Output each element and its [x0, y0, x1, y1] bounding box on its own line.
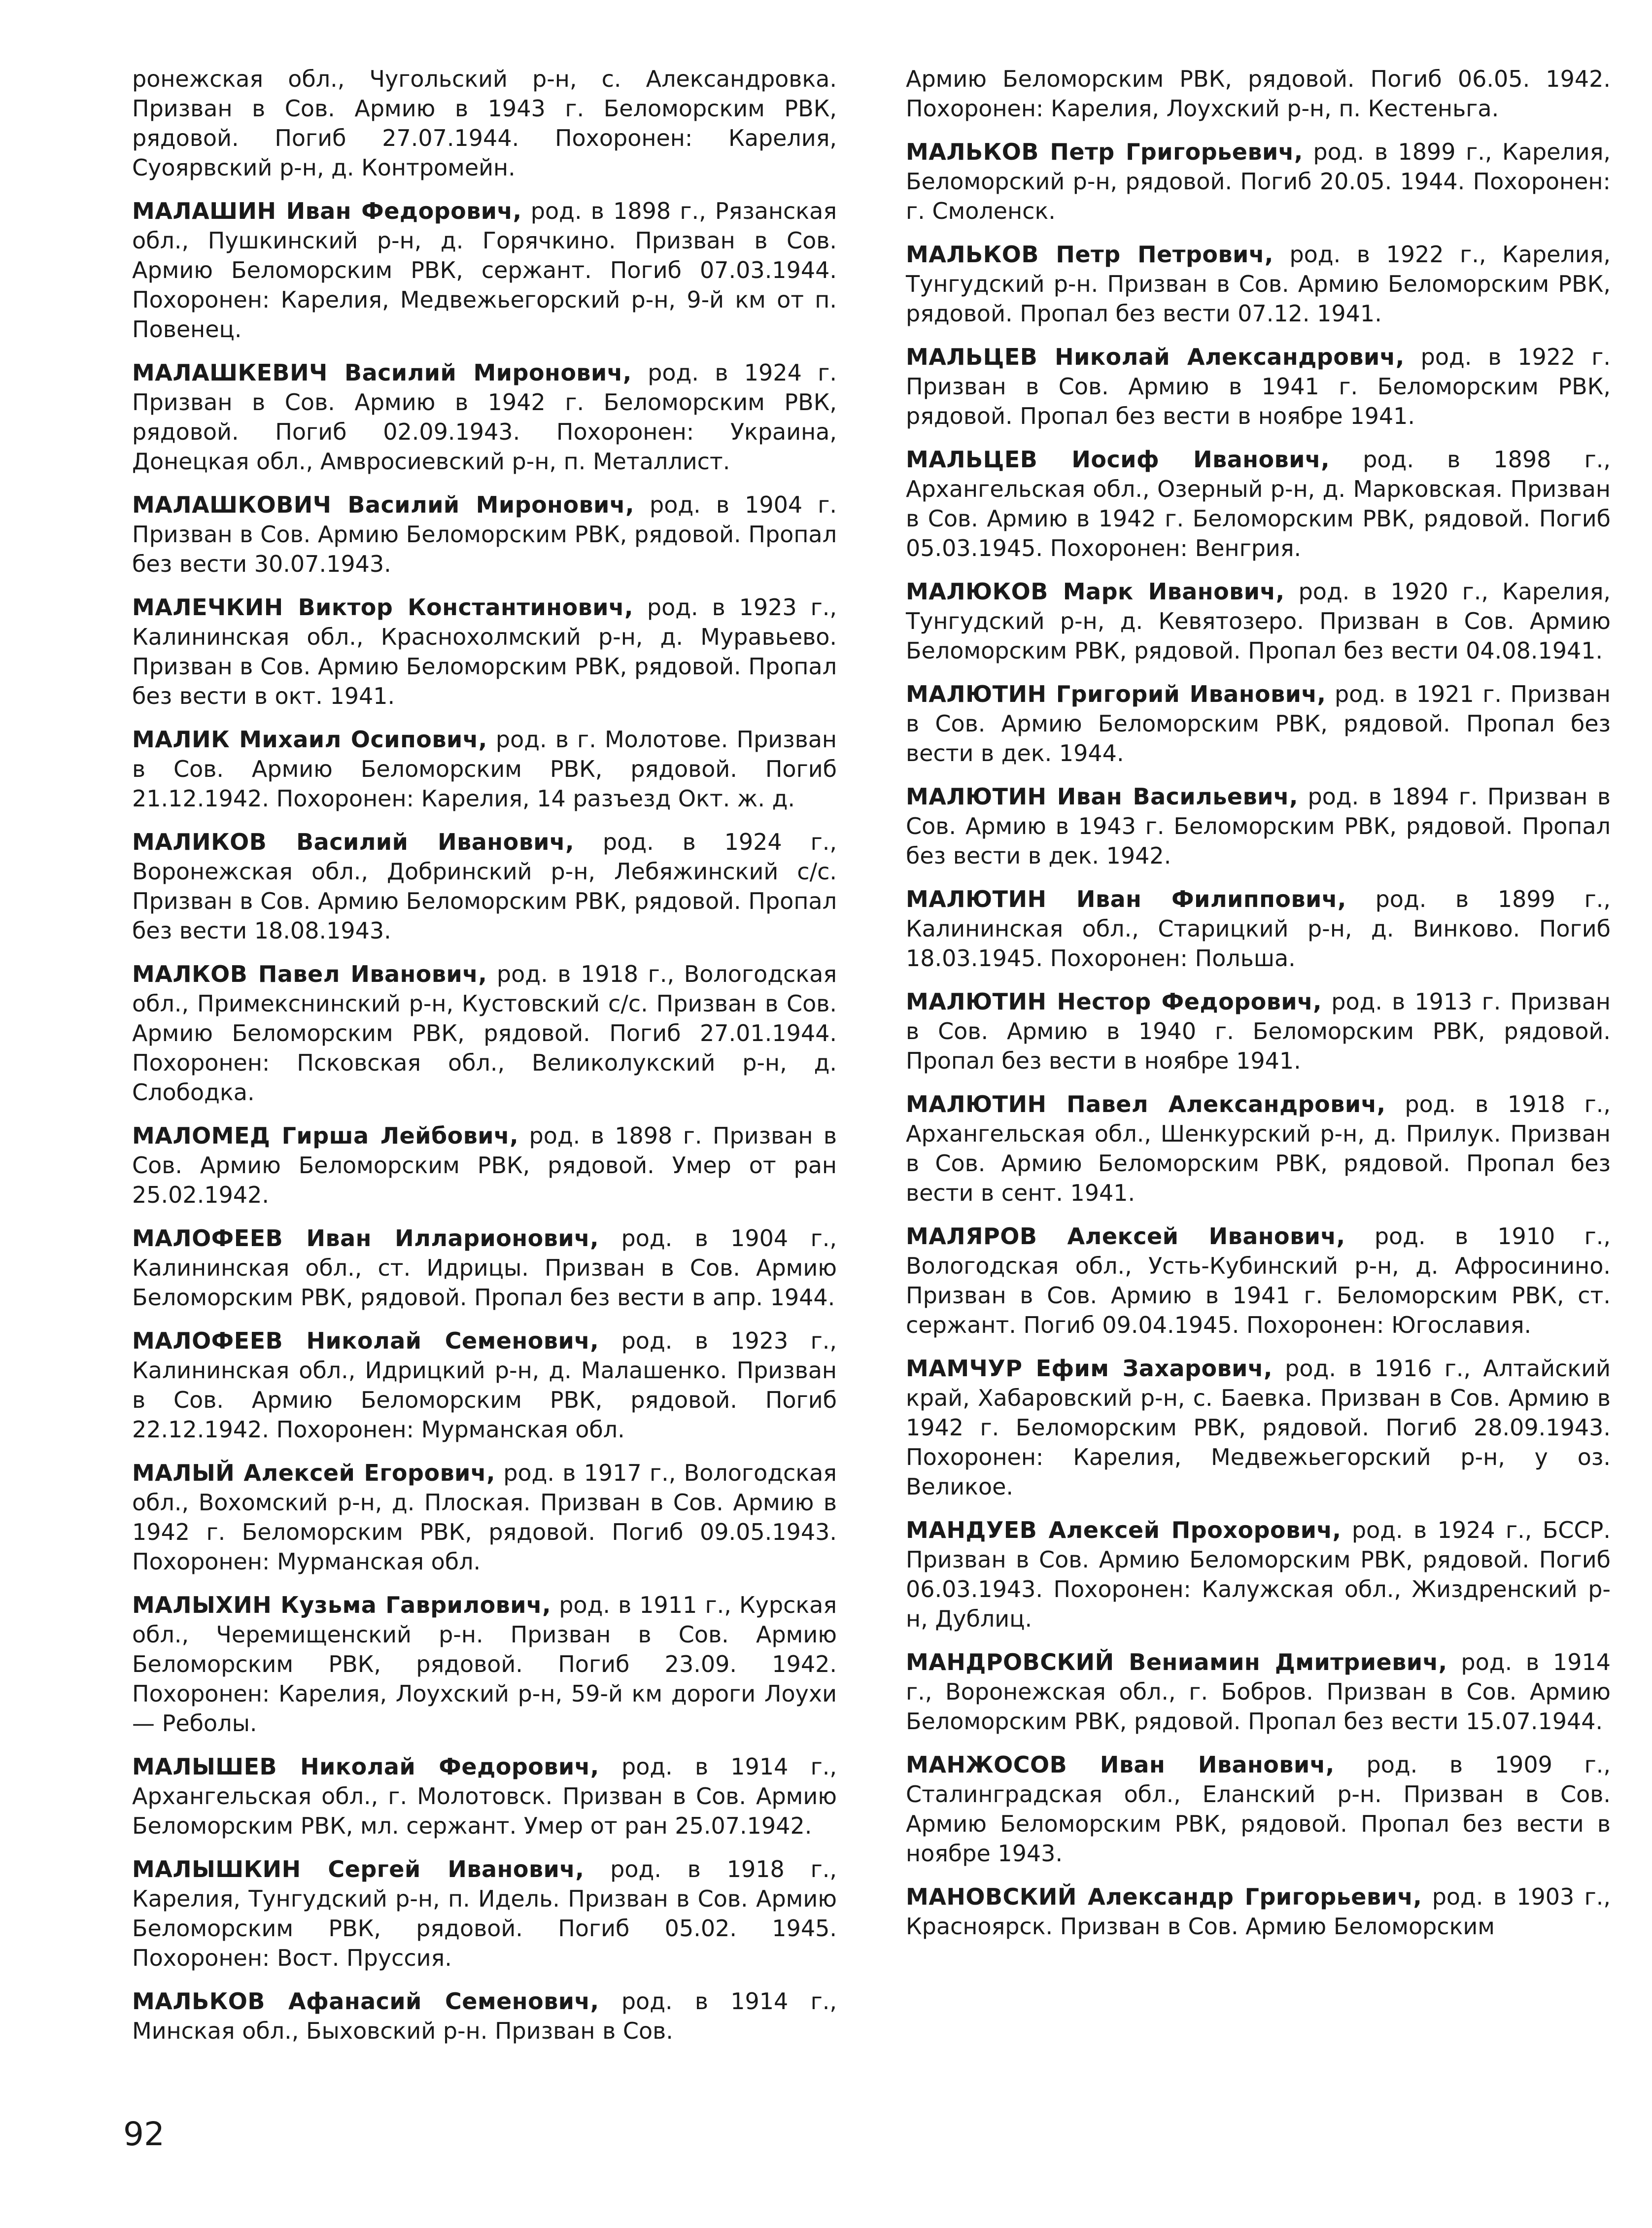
entry-name: МАЛЬКОВ Петр Петрович, [906, 241, 1273, 268]
entry-text: род. в 1922 г. Призван в Сов. Армию в 1941 г. Беломорским РВК, рядовой. Пропал без вести в ноябре 1941. [906, 344, 1611, 429]
entry-text: род. в 1914 г., Воронежская обл., г. Бобров. Призван в Сов. Армию Беломорским РВК, рядовой. Пропал без вести 15.07.1944. [906, 1649, 1611, 1735]
memorial-entry [132, 1458, 837, 1576]
entry-text: род. в 1913 г. Призван в Сов. Армию в 1940 г. Беломорским РВК, рядовой. Пропал без вести в ноябре 1941. [906, 988, 1611, 1074]
memorial-entry [906, 64, 1611, 123]
entry-text: род. в 1914 г., Минская обл., Быховский р-н. Призван в Сов. [132, 1988, 837, 2044]
entry-name: МАЛЬКОВ Афанасий Семенович, [132, 1988, 599, 2015]
entry-name: МАЛЫШЕВ Николай Федорович, [132, 1753, 599, 1780]
entry-name: МАЛЮТИН Иван Васильевич, [906, 783, 1299, 810]
memorial-entry [132, 196, 837, 344]
entry-name: МАЛЫЙ Алексей Егорович, [132, 1460, 495, 1486]
entry-name: МАЛЫШКИН Сергей Иванович, [132, 1856, 585, 1882]
entry-name: МАНЖОСОВ Иван Иванович, [906, 1751, 1335, 1778]
memorial-entry [132, 725, 837, 813]
entry-name: МАЛИКОВ Василий Иванович, [132, 829, 575, 855]
entry-name: МАМЧУР Ефим Захарович, [906, 1355, 1273, 1382]
memorial-entry [132, 490, 837, 579]
entry-text: род. в 1898 г., Рязанская обл., Пушкинский р-н, д. Горячкино. Призван в Сов. Армию Беломорским РВК, сержант. Погиб 07.03.1944. Похоронен: Карелия, Медвежьегорский р-н, 9-й км от п. Повенец. [132, 198, 837, 343]
entry-text: род. в 1924 г., БССР. Призван в Сов. Армию Беломорским РВК, рядовой. Погиб 06.03.1943. Похоронен: Калужская обл., Жиздренский р-н, Дублиц. [906, 1517, 1611, 1632]
entry-text: род. в 1918 г., Архангельская обл., Шенкурский р-н, д. Прилук. Призван в Сов. Армию Беломорским РВК, рядовой. Пропал без вести в сент. 1941. [906, 1091, 1611, 1206]
memorial-entry [132, 592, 837, 711]
entry-name: МАНОВСКИЙ Александр Григорьевич, [906, 1883, 1422, 1910]
memorial-entry [132, 1752, 837, 1841]
memorial-entry [132, 827, 837, 945]
memorial-entry [906, 679, 1611, 768]
entry-text: род. в г. Молотове. Призван в Сов. Армию Беломорским РВК, рядовой. Погиб 21.12.1942. Похоронен: Карелия, 14 разъезд Окт. ж. д. [132, 726, 837, 812]
entry-text: род. в 1904 г., Калининская обл., ст. Идрицы. Призван в Сов. Армию Беломорским РВК, рядовой. Пропал без вести в апр. 1944. [132, 1225, 837, 1311]
entry-text: род. в 1904 г. Призван в Сов. Армию Беломорским РВК, рядовой. Пропал без вести 30.07.1943. [132, 491, 837, 577]
memorial-entry [906, 240, 1611, 328]
entry-text: род. в 1924 г. Призван в Сов. Армию в 1942 г. Беломорским РВК, рядовой. Погиб 02.09.1943. Похоронен: Украина, Донецкая обл., Амвросиевский р-н, п. Металлист. [132, 359, 837, 475]
right-column [906, 64, 1611, 1955]
memorial-entry [906, 1089, 1611, 1208]
entry-name: МАЛЫХИН Кузьма Гаврилович, [132, 1592, 551, 1618]
memorial-entry [132, 1223, 837, 1312]
entry-name: МАЛЮТИН Павел Александрович, [906, 1091, 1386, 1117]
entry-text: род. в 1914 г., Архангельская обл., г. Молотовск. Призван в Сов. Армию Беломорским РВК, мл. сержант. Умер от ран 25.07.1942. [132, 1753, 837, 1839]
entry-text: род. в 1898 г., Архангельская обл., Озерный р-н, д. Марковская. Призван в Сов. Армию в 1942 г. Беломорским РВК, рядовой. Погиб 05.03.1945. Похоронен: Венгрия. [906, 446, 1611, 561]
memorial-entry [132, 1590, 837, 1738]
memorial-entry [906, 577, 1611, 665]
entry-name: МАЛАШКЕВИЧ Василий Миронович, [132, 359, 632, 386]
entry-text: род. в 1921 г. Призван в Сов. Армию Беломорским РВК, рядовой. Пропал без вести в дек. 1944. [906, 681, 1611, 766]
left-column [132, 64, 837, 2059]
entry-name: МАНДУЕВ Алексей Прохорович, [906, 1517, 1342, 1543]
memorial-entry [906, 1515, 1611, 1634]
entry-name: МАЛОМЕД Гирша Лейбович, [132, 1122, 519, 1149]
entry-name: МАНДРОВСКИЙ Вениамин Дмитриевич, [906, 1649, 1447, 1675]
memorial-entry [906, 1882, 1611, 1941]
memorial-entry [132, 959, 837, 1107]
memorial-entry [906, 1354, 1611, 1501]
entry-name: МАЛЮКОВ Марк Иванович, [906, 578, 1285, 605]
entry-name: МАЛЯРОВ Алексей Иванович, [906, 1223, 1345, 1250]
memorial-entry [132, 1986, 837, 2046]
entry-text: род. в 1924 г., Воронежская обл., Добринский р-н, Лебяжинский с/с. Призван в Сов. Армию Беломорским РВК, рядовой. Пропал без вести 18.08.1943. [132, 829, 837, 944]
entry-text: род. в 1923 г., Калининская обл., Идрицкий р-н, д. Малашенко. Призван в Сов. Армию Беломорским РВК, рядовой. Погиб 22.12.1942. Похоронен: Мурманская обл. [132, 1327, 837, 1443]
entry-text: род. в 1916 г., Алтайский край, Хабаровский р-н, с. Баевка. Призван в Сов. Армию в 1942 г. Беломорским РВК, рядовой. Погиб 28.09.1943. Похоронен: Карелия, Медвежьегорский р-н, у оз. Великое. [906, 1355, 1611, 1500]
entry-name: МАЛОФЕЕВ Иван Илларионович, [132, 1225, 599, 1252]
entry-name: МАЛЮТИН Григорий Иванович, [906, 681, 1326, 707]
memorial-entry [906, 445, 1611, 563]
entry-text: род. в 1922 г., Карелия, Тунгудский р-н. Призван в Сов. Армию Беломорским РВК, рядовой. Пропал без вести 07.12. 1941. [906, 241, 1611, 327]
memorial-entry [132, 1326, 837, 1444]
entry-name: МАЛЬЦЕВ Иосиф Иванович, [906, 446, 1330, 473]
memorial-entry [906, 1647, 1611, 1736]
memorial-entry [906, 1750, 1611, 1868]
entry-name: МАЛЕЧКИН Виктор Константинович, [132, 594, 633, 621]
entry-text: род. в 1899 г., Карелия, Беломорский р-н, рядовой. Погиб 20.05. 1944. Похоронен: г. Смоленск. [906, 139, 1611, 224]
entry-text: род. в 1899 г., Калининская обл., Старицкий р-н, д. Винково. Погиб 18.03.1945. Похоронен: Польша. [906, 886, 1611, 972]
page-number: 92 [123, 2115, 165, 2153]
entry-text: род. в 1911 г., Курская обл., Черемищенский р-н. Призван в Сов. Армию Беломорским РВК, рядовой. Погиб 23.09. 1942. Похоронен: Карелия, Лоухский р-н, 59-й км дороги Лоухи — Реболы. [132, 1592, 837, 1737]
entry-text: ронежская обл., Чугольский р-н, с. Александровка. Призван в Сов. Армию в 1943 г. Беломорским РВК, рядовой. Погиб 27.07.1944. Похоронен: Карелия, Суоярвский р-н, д. Контромейн. [132, 66, 837, 181]
entry-text: род. в 1918 г., Карелия, Тунгудский р-н, п. Идель. Призван в Сов. Армию Беломорским РВК, рядовой. Погиб 05.02. 1945. Похоронен: Вост. Пруссия. [132, 1856, 837, 1971]
memorial-entry [132, 1854, 837, 1973]
entry-name: МАЛИК Михаил Осипович, [132, 726, 487, 753]
entry-text: род. в 1894 г. Призван в Сов. Армию в 1943 г. Беломорским РВК, рядовой. Пропал без вести в дек. 1942. [906, 783, 1611, 869]
entry-name: МАЛАШКОВИЧ Василий Миронович, [132, 491, 634, 518]
memorial-entry [906, 137, 1611, 226]
entry-name: МАЛЮТИН Иван Филиппович, [906, 886, 1346, 912]
entry-text: род. в 1923 г., Калининская обл., Краснохолмский р-н, д. Муравьево. Призван в Сов. Армию Беломорским РВК, рядовой. Пропал без вести в окт. 1941. [132, 594, 837, 709]
entry-name: МАЛАШИН Иван Федорович, [132, 198, 522, 224]
entry-name: МАЛЬЦЕВ Николай Александрович, [906, 344, 1405, 370]
entry-text: Армию Беломорским РВК, рядовой. Погиб 06.05. 1942. Похоронен: Карелия, Лоухский р-н, п. Кестеньга. [906, 66, 1611, 122]
memorial-entry [906, 884, 1611, 973]
entry-text: род. в 1898 г. Призван в Сов. Армию Беломорским РВК, рядовой. Умер от ран 25.02.1942. [132, 1122, 837, 1208]
entry-name: МАЛЬКОВ Петр Григорьевич, [906, 139, 1303, 165]
memorial-entry [132, 358, 837, 476]
entry-name: МАЛЮТИН Нестор Федорович, [906, 988, 1322, 1015]
entry-text: род. в 1910 г., Вологодская обл., Усть-Кубинский р-н, д. Афросинино. Призван в Сов. Армию в 1941 г. Беломорским РВК, ст. сержант. Погиб 09.04.1945. Похоронен: Югославия. [906, 1223, 1611, 1338]
memorial-entry [132, 64, 837, 182]
memorial-entry [132, 1121, 837, 1210]
entry-name: МАЛКОВ Павел Иванович, [132, 961, 487, 987]
entry-text: род. в 1903 г., Красноярск. Призван в Сов. Армию Беломорским [906, 1883, 1611, 1940]
entry-text: род. в 1917 г., Вологодская обл., Вохомский р-н, д. Плоская. Призван в Сов. Армию в 1942 г. Беломорским РВК, рядовой. Погиб 09.05.1943. Похоронен: Мурманская обл. [132, 1460, 837, 1575]
memorial-entry [906, 987, 1611, 1076]
memorial-entry [906, 782, 1611, 870]
entry-name: МАЛОФЕЕВ Николай Семенович, [132, 1327, 599, 1354]
entry-text: род. в 1918 г., Вологодская обл., Примекснинский р-н, Кустовский с/с. Призван в Сов. Армию Беломорским РВК, рядовой. Погиб 27.01.1944. Похоронен: Псковская обл., Великолукский р-н, д. Слободка. [132, 961, 837, 1106]
memorial-entry [906, 342, 1611, 431]
entry-text: род. в 1920 г., Карелия, Тунгудский р-н, д. Кевятозеро. Призван в Сов. Армию Беломорским РВК, рядовой. Пропал без вести 04.08.1941. [906, 578, 1611, 664]
memorial-entry [906, 1221, 1611, 1340]
entry-text: род. в 1909 г., Сталинградская обл., Еланский р-н. Призван в Сов. Армию Беломорским РВК, рядовой. Пропал без вести в ноябре 1943. [906, 1751, 1611, 1867]
